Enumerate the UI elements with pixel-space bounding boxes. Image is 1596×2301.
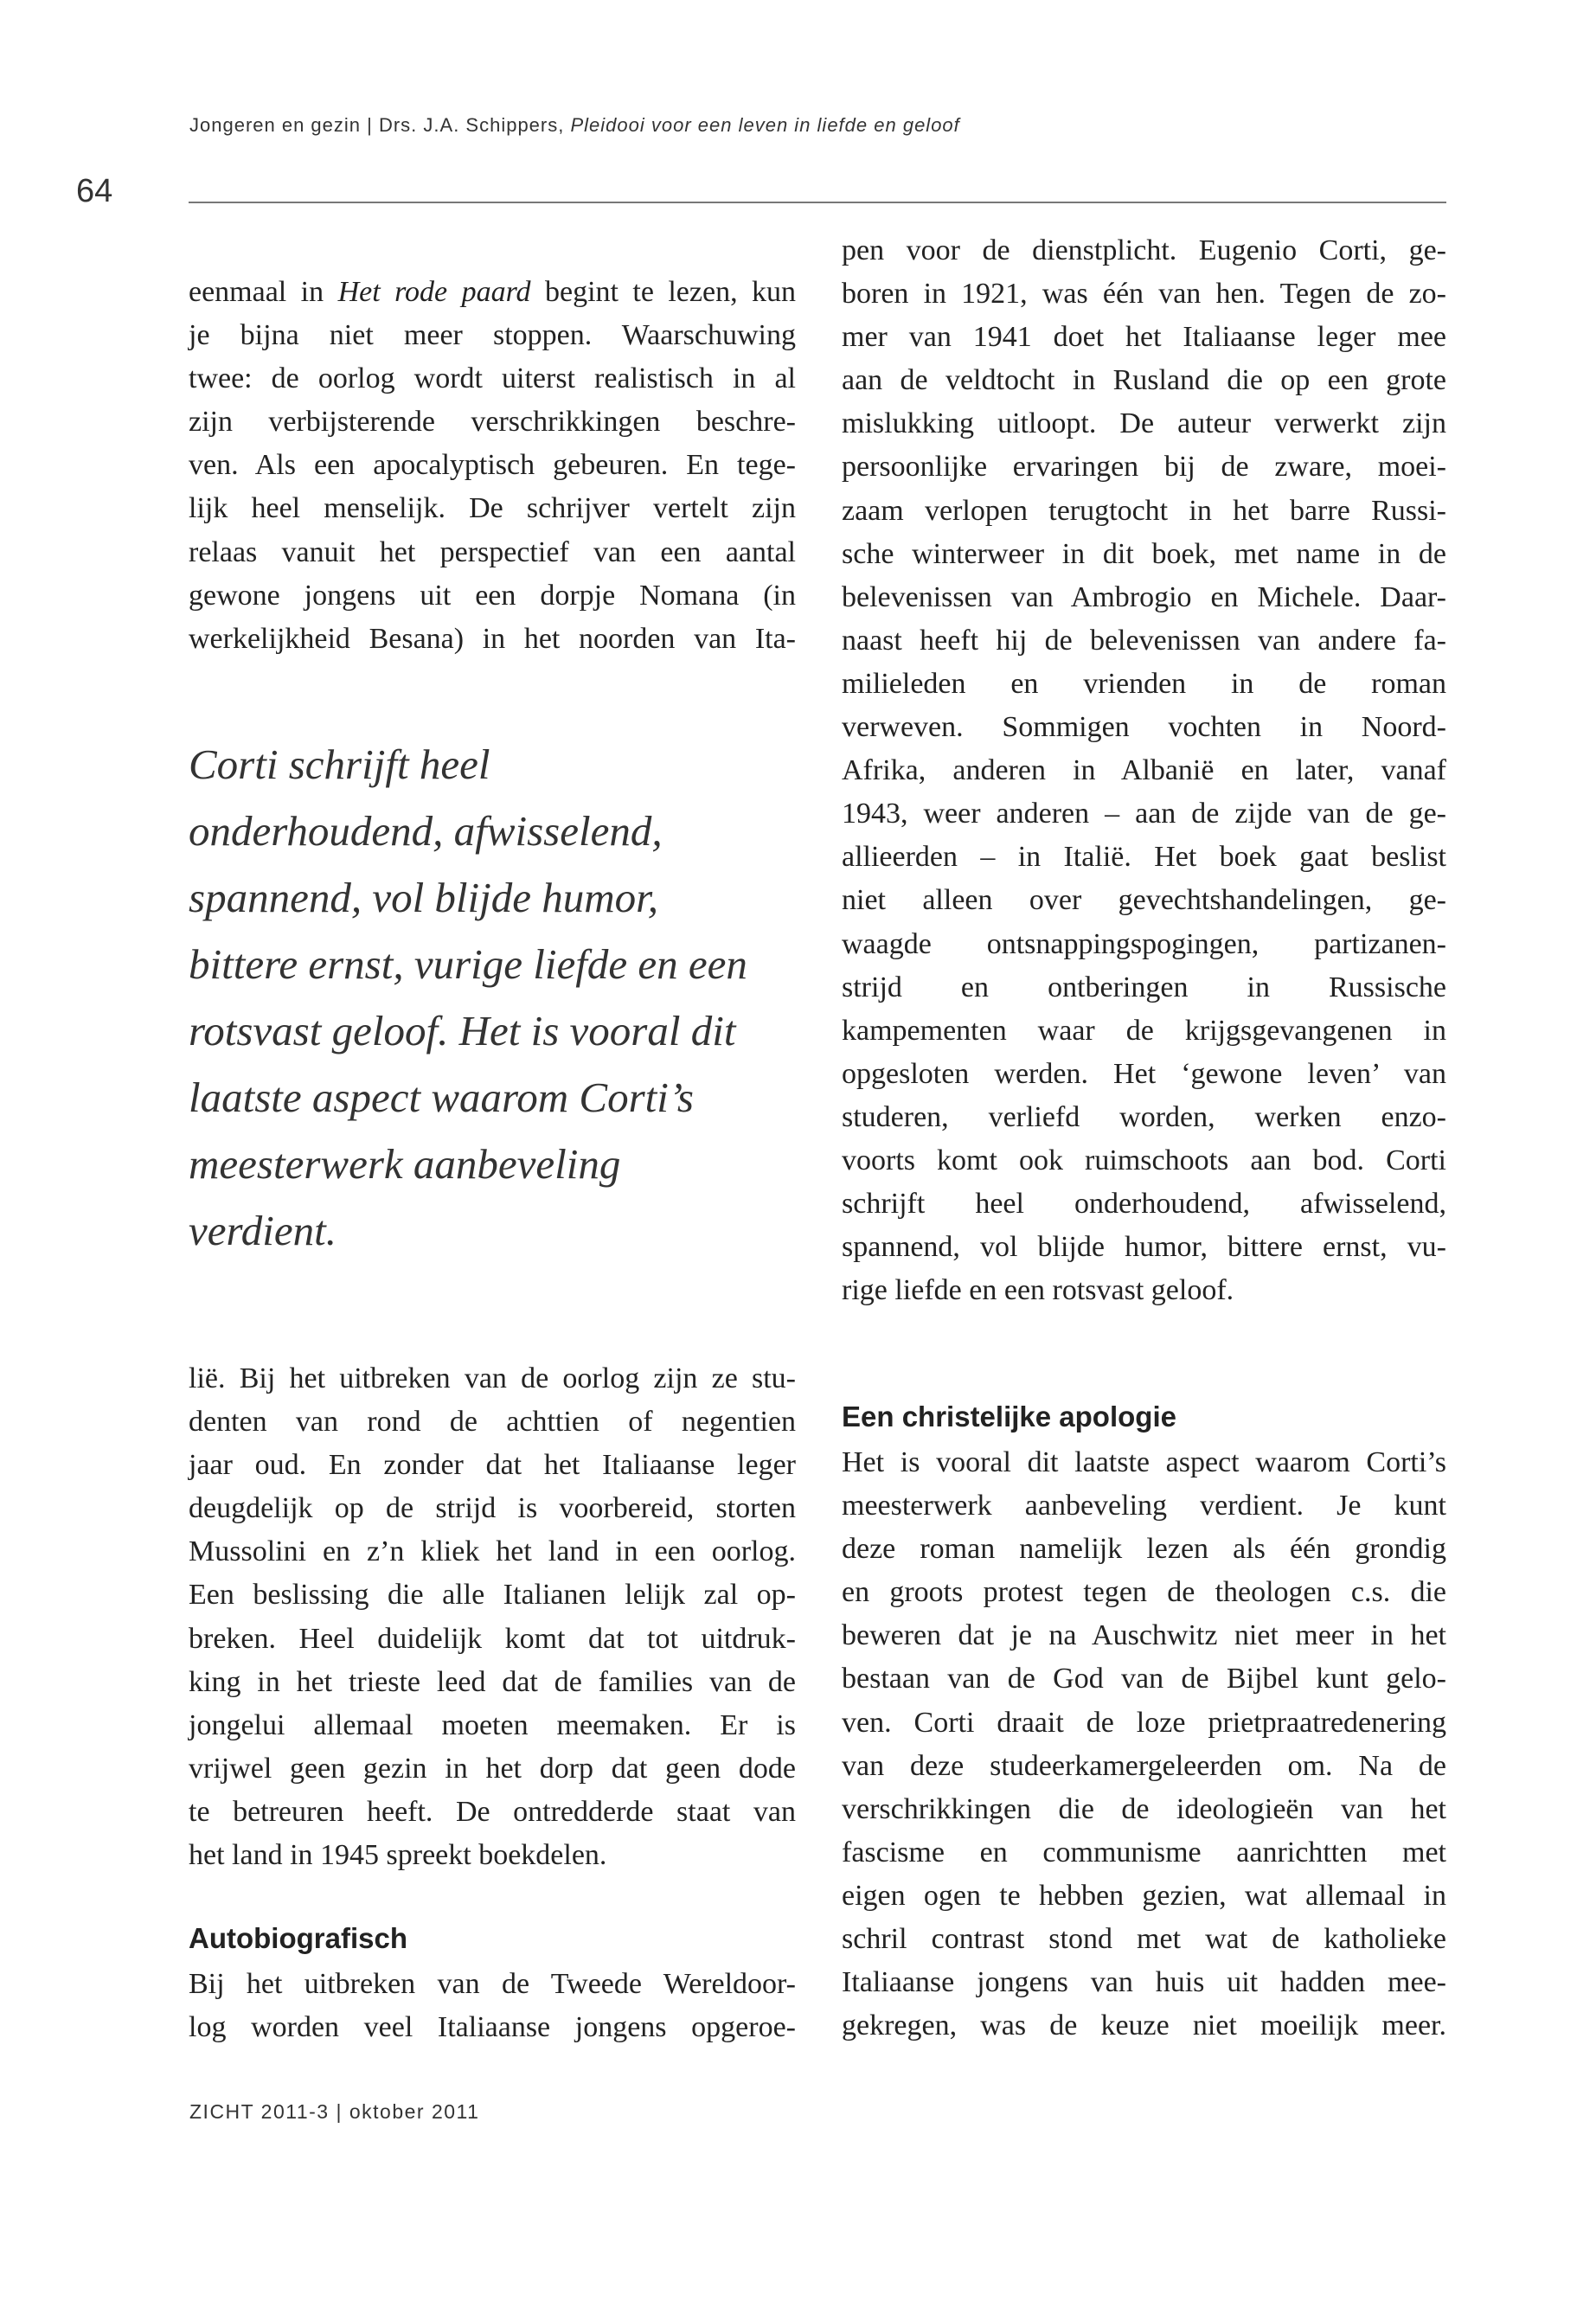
text-line: je bijna niet meer stoppen. Waarschuwing — [189, 319, 796, 352]
text-line: breken. Heel duidelijk komt dat tot uitdruk- — [189, 1622, 796, 1655]
page-footer: ZICHT 2011-3 | oktober 2011 — [189, 2100, 480, 2123]
text-line: fascisme en communisme aanrichtten met — [842, 1836, 1446, 1868]
text-line: voorts komt ook ruimschoots aan bod. Corti — [842, 1144, 1446, 1176]
page-number: 64 — [76, 173, 113, 209]
text-line: Het is vooral dit laatste aspect waarom Corti’s — [842, 1446, 1446, 1478]
left-column-bottom — [189, 1963, 796, 2049]
text-line: allieerden – in Italië. Het boek gaat beslist — [842, 841, 1446, 874]
text-line: pen voor de dienstplicht. Eugenio Corti, ge- — [842, 234, 1446, 266]
text-line: opgesloten werden. Het ‘gewone leven’ van — [842, 1057, 1446, 1090]
text-line: jongelui allemaal moeten meemaken. Er is — [189, 1708, 796, 1741]
text-line: het land in 1945 spreekt boekdelen. — [189, 1839, 607, 1872]
text-line: milieleden en vrienden in de roman — [842, 667, 1446, 700]
text-line: Een beslissing die alle Italianen lelijk zal op- — [189, 1579, 796, 1612]
text-line: mislukking uitloopt. De auteur verwerkt zijn — [842, 407, 1446, 440]
text-line: sche winterweer in dit boek, met name in de — [842, 537, 1446, 570]
text-line: eigen ogen te hebben gezien, wat allemaal in — [842, 1879, 1446, 1912]
pull-quote — [189, 731, 811, 1264]
running-head-title: Pleidooi voor een leven in liefde en geloof — [570, 114, 960, 136]
text-line: meesterwerk aanbeveling verdient. Je kunt — [842, 1490, 1446, 1522]
text-line: schril contrast stond met wat de katholieke — [842, 1923, 1446, 1956]
text-line: relaas vanuit het perspectief van een aantal — [189, 535, 796, 568]
book-title: Het rode paard — [337, 276, 531, 308]
text-line: spannend, vol blijde humor, bittere ernst, vu- — [842, 1231, 1446, 1264]
text-line: zaam verlopen terugtocht in het barre Russi- — [842, 494, 1446, 527]
text-line: en groots protest tegen de theologen c.s. die — [842, 1576, 1446, 1609]
section-heading-autobiografisch: Autobiografisch — [189, 1922, 407, 1954]
text-line: jaar oud. En zonder dat het Italiaanse leger — [189, 1449, 796, 1482]
text-line: log worden veel Italiaanse jongens opgeroe- — [189, 2011, 796, 2044]
text-line: spannend, vol blijde humor, — [189, 874, 659, 921]
text-line: vrijwel geen gezin in het dorp dat geen dode — [189, 1752, 796, 1785]
text-line: lijk heel menselijk. De schrijver vertelt zijn — [189, 492, 796, 525]
text-line: Mussolini en z’n kliek het land in een oorlog. — [189, 1535, 796, 1568]
section-heading-apologie: Een christelijke apologie — [842, 1400, 1176, 1433]
text-line: kampementen waar de krijgsgevangenen in — [842, 1014, 1446, 1047]
text-line: verdient. — [189, 1207, 337, 1254]
text-line: lië. Bij het uitbreken van de oorlog zijn ze stu- — [189, 1362, 796, 1394]
text-line: denten van rond de achttien of negentien — [189, 1406, 796, 1439]
text-line: belevenissen van Ambrogio en Michele. Daar- — [842, 580, 1446, 613]
text-line: zijn verbijsterende verschrikkingen beschre- — [189, 406, 796, 439]
text-line: werkelijkheid Besana) in het noorden van Ita- — [189, 622, 796, 655]
right-column-top — [842, 229, 1446, 1312]
text-line: van deze studeerkamergeleerden om. Na de — [842, 1749, 1446, 1782]
text-line: persoonlijke ervaringen bij de zware, moei- — [842, 451, 1446, 484]
text-line: deugdelijk op de strijd is voorbereid, storten — [189, 1492, 796, 1525]
text-line: Afrika, anderen in Albanië en later, vanaf — [842, 754, 1446, 787]
right-column-bottom — [842, 1441, 1446, 2048]
text-line: bittere ernst, vurige liefde en een — [189, 940, 747, 988]
text-line: king in het trieste leed dat de families van de — [189, 1665, 796, 1698]
text-line: bestaan van de God van de Bijbel kunt gelo- — [842, 1663, 1446, 1695]
text-line: verweven. Sommigen vochten in Noord- — [842, 711, 1446, 744]
text-line: mer van 1941 doet het Italiaanse leger mee — [842, 321, 1446, 354]
text-line: niet alleen over gevechtshandelingen, ge- — [842, 884, 1446, 917]
text-line: studeren, verliefd worden, werken enzo- — [842, 1100, 1446, 1133]
text-line: 1943, weer anderen – aan de zijde van de ge- — [842, 798, 1446, 830]
text-line: Italiaanse jongens van huis uit hadden mee- — [842, 1966, 1446, 1999]
text-line: verschrikkingen die de ideologieën van het — [842, 1792, 1446, 1825]
text-line: ven. Corti draait de loze prietpraatredenering — [842, 1706, 1446, 1739]
text-line: schrijft heel onderhoudend, afwisselend, — [842, 1188, 1446, 1221]
text-line: deze roman namelijk lezen als één grondig — [842, 1533, 1446, 1566]
text-line: Corti schrijft heel — [189, 740, 490, 788]
header-rule — [189, 202, 1446, 203]
text-line: aan de veldtocht in Rusland die op een grote — [842, 364, 1446, 397]
text-line: boren in 1921, was één van hen. Tegen de zo- — [842, 278, 1446, 311]
text-line: rige liefde en een rotsvast geloof. — [842, 1274, 1234, 1307]
text-line: naast heeft hij de belevenissen van andere fa- — [842, 624, 1446, 657]
text-line: eenmaal in Het rode paard begint te lezen, kun — [189, 276, 796, 308]
running-head-text: Jongeren en gezin | Drs. J.A. Schippers, — [189, 114, 571, 136]
text-line: gewone jongens uit een dorpje Nomana (in — [189, 579, 796, 612]
text-line: beweren dat je na Auschwitz niet meer in het — [842, 1619, 1446, 1652]
text-line: te betreuren heeft. De ontredderde staat van — [189, 1795, 796, 1828]
text-line: waagde ontsnappingspogingen, partizanen- — [842, 927, 1446, 960]
text-line: rotsvast geloof. Het is vooral dit — [189, 1007, 736, 1054]
text-line: Bij het uitbreken van de Tweede Wereldoor- — [189, 1968, 796, 2000]
text-line: meesterwerk aanbeveling — [189, 1140, 621, 1188]
left-column-middle — [189, 1357, 796, 1877]
running-head — [189, 114, 960, 137]
text-line: strijd en ontberingen in Russische — [842, 971, 1446, 1003]
text-line: laatste aspect waarom Corti’s — [189, 1074, 694, 1121]
text-line: twee: de oorlog wordt uiterst realistisch in al — [189, 362, 796, 395]
text-line: ven. Als een apocalyptisch gebeuren. En tege- — [189, 449, 796, 482]
left-column-top — [189, 271, 796, 661]
text-line: gekregen, was de keuze niet moeilijk meer. — [842, 2009, 1446, 2042]
text-line: onderhoudend, afwisselend, — [189, 807, 663, 855]
